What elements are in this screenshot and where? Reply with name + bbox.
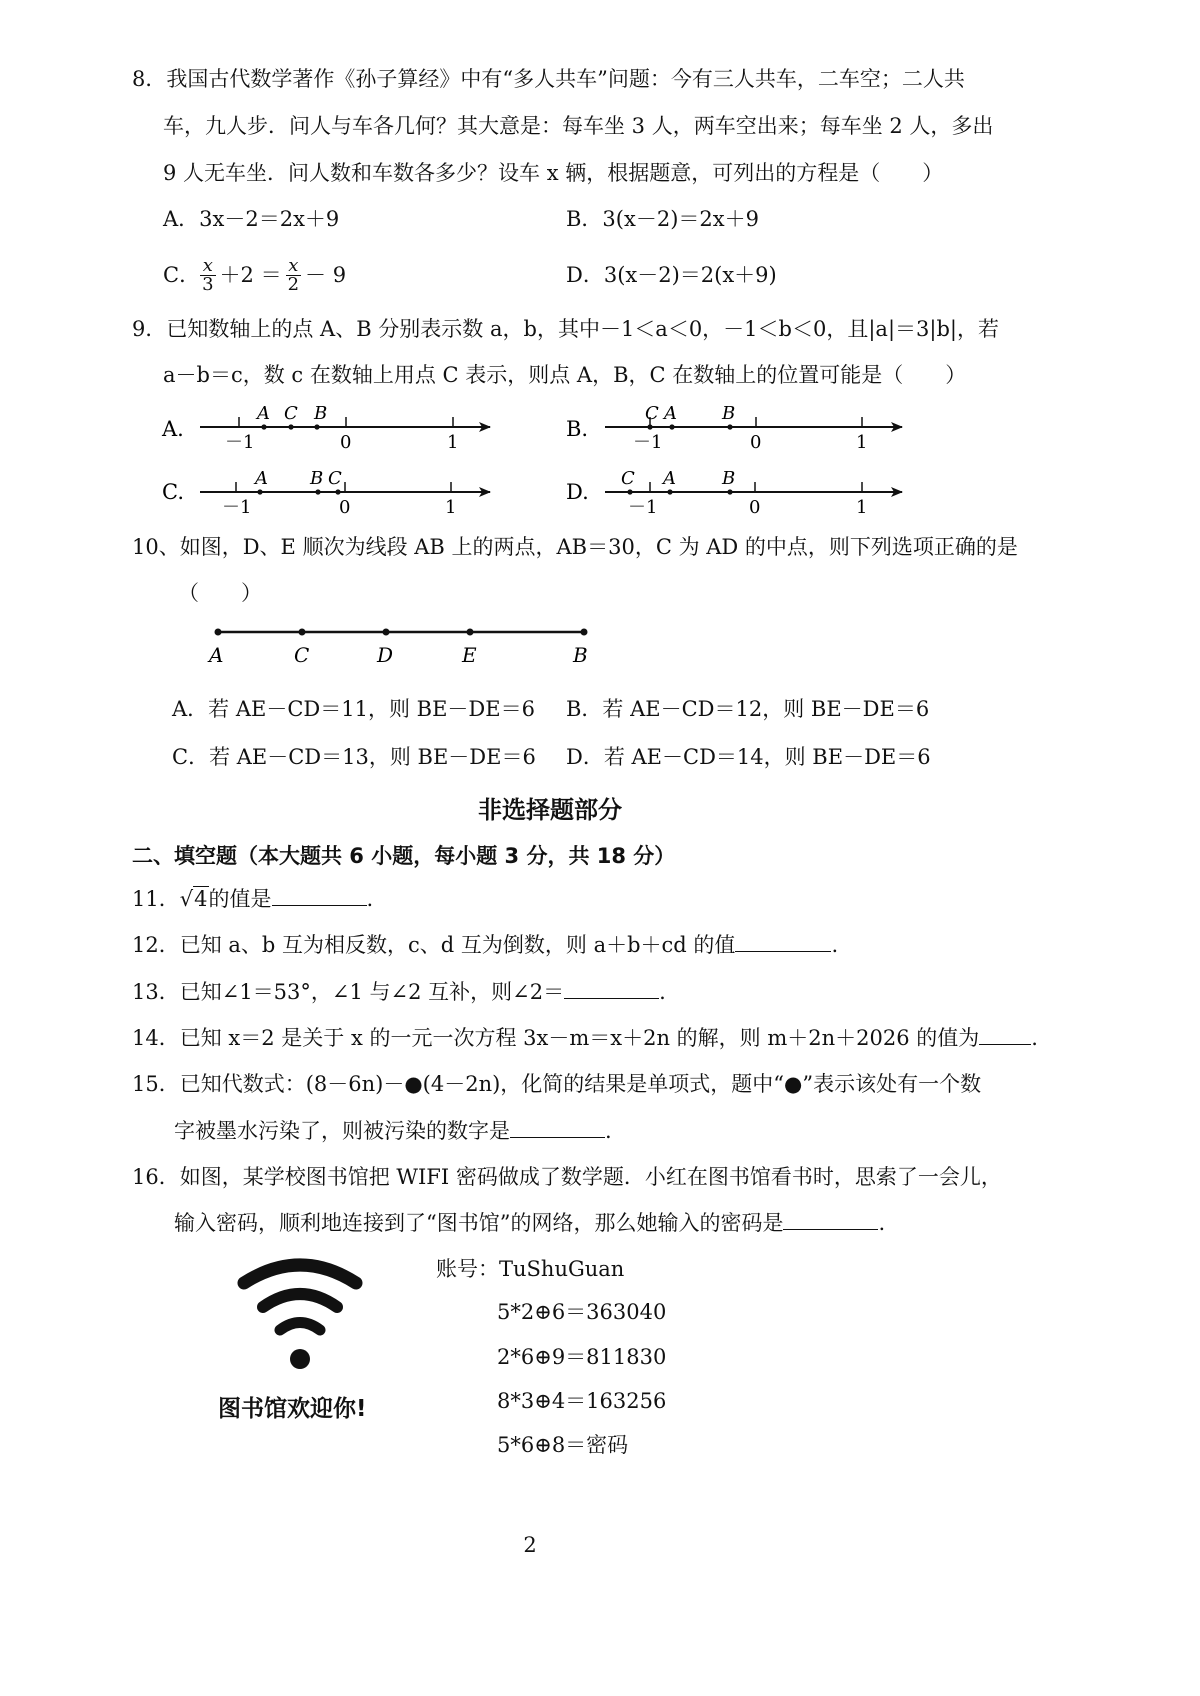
point-dot <box>215 629 222 636</box>
q8-option-a: A．3x－2＝2x＋9 <box>163 207 340 231</box>
answer-blank[interactable] <box>272 887 367 906</box>
q8-option-b: B．3(x－2)＝2x＋9 <box>566 207 759 231</box>
sqrt-radicand: 4 <box>194 887 208 911</box>
point-dot <box>647 424 652 429</box>
q15-line2 <box>174 1118 612 1144</box>
password-equation-1: 5*2⊕6＝363040 <box>497 1300 667 1324</box>
q8-line1: 8．我国古代数学著作《孙子算经》中有“多人共车”问题：今有三人共车，二车空；二人共 <box>132 67 965 91</box>
point-dot <box>667 489 672 494</box>
section2-heading: 二、填空题（本大题共 6 小题，每小题 3 分，共 18 分） <box>132 844 676 868</box>
point-dot <box>727 424 732 429</box>
point-label: E <box>462 643 477 667</box>
q11 <box>132 886 373 912</box>
q8-option-c-fraction2 <box>286 254 301 295</box>
point-label: C <box>645 403 659 424</box>
q9-line2: a－b＝c，数 c 在数轴上用点 C 表示，则点 A，B，C 在数轴上的位置可能是（ ） <box>163 363 967 387</box>
q13-end: . <box>659 980 666 1004</box>
wifi-dot <box>290 1349 310 1369</box>
point-label: B <box>314 403 328 424</box>
point-label: C <box>294 643 310 667</box>
q12 <box>132 932 838 958</box>
frac-numerator: x <box>286 257 301 276</box>
q10-line2: （ ） <box>178 581 262 605</box>
point-label: A <box>664 403 677 424</box>
point-label: B <box>722 468 736 489</box>
point-dot <box>335 489 340 494</box>
point-label: B <box>310 468 324 489</box>
q9-option-c-label: C. <box>162 480 184 504</box>
q9-option-a-label: A. <box>162 417 184 441</box>
point-dot <box>314 424 319 429</box>
point-dot <box>257 489 262 494</box>
frac-numerator: x <box>200 257 215 276</box>
wifi-arc-middle <box>263 1294 337 1307</box>
wifi-arc-inner <box>280 1323 320 1331</box>
q8-option-c <box>163 250 346 300</box>
point-dot <box>299 629 306 636</box>
q8-option-d: D．3(x－2)＝2(x＋9) <box>566 263 777 287</box>
password-equation-3: 8*3⊕4＝163256 <box>497 1389 667 1413</box>
q14-end: . <box>1031 1026 1038 1050</box>
q9-option-b <box>566 403 902 453</box>
password-equation-4: 5*6⊕8＝密码 <box>497 1433 629 1457</box>
answer-blank[interactable] <box>564 980 659 999</box>
q9-option-a <box>161 403 490 453</box>
point-dot <box>383 629 390 636</box>
wifi-icon <box>230 1255 370 1385</box>
point-label: A <box>209 643 224 667</box>
q9-option-d <box>566 468 902 518</box>
password-equation-2: 2*6⊕9＝811830 <box>497 1345 667 1369</box>
point-label: A <box>663 468 676 489</box>
q16-line2 <box>174 1210 885 1236</box>
tick-label: 1 <box>856 497 868 518</box>
sqrt-sign: √ <box>179 887 194 911</box>
q12-end: . <box>831 933 839 957</box>
q13-text: 13．已知∠1＝53°，∠1 与∠2 互补，则∠2＝ <box>132 980 565 1004</box>
answer-blank[interactable] <box>783 1211 878 1230</box>
q9-number-lines <box>150 395 950 525</box>
point-label: A <box>255 468 268 489</box>
q15-text: 字被墨水污染了，则被污染的数字是 <box>174 1119 510 1143</box>
answer-blank[interactable] <box>735 933 831 952</box>
wifi-account: 账号：TuShuGuan <box>436 1257 625 1281</box>
tick-label: 0 <box>750 432 762 453</box>
wifi-caption: 图书馆欢迎你! <box>218 1396 367 1422</box>
point-dot <box>581 629 588 636</box>
frac-denominator: 3 <box>202 273 214 295</box>
answer-blank[interactable] <box>979 1026 1031 1045</box>
q9-option-b-label: B. <box>566 417 589 441</box>
point-dot <box>669 424 674 429</box>
point-dot <box>627 489 632 494</box>
q8-line3: 9 人无车坐．问人数和车数各多少？设车 x 辆，根据题意，可列出的方程是（ ） <box>163 161 944 185</box>
tick-label: 1 <box>445 497 457 518</box>
point-label: A <box>257 403 270 424</box>
q9-option-d-label: D. <box>566 480 589 504</box>
tick-label: 1 <box>856 432 868 453</box>
q9-option-c <box>162 468 490 518</box>
q8-option-c-end: － 9 <box>305 263 347 287</box>
point-label: B <box>573 643 588 667</box>
q15-end: . <box>605 1119 612 1143</box>
point-dot <box>315 489 320 494</box>
q11-number: 11． <box>132 887 180 911</box>
q16-text: 输入密码，顺利地连接到了“图书馆”的网络，那么她输入的密码是 <box>174 1211 784 1235</box>
q8-line2: 车，九人步．问人与车各几何？其大意是：每车坐 3 人，两车空出来；每车坐 2 人，多出 <box>163 114 994 138</box>
page-number: 2 <box>523 1533 537 1557</box>
q10-option-a: A．若 AE－CD＝11，则 BE－DE＝6 <box>172 697 535 721</box>
tick-label: 0 <box>749 497 761 518</box>
q14 <box>132 1025 1038 1051</box>
point-label: C <box>621 468 635 489</box>
q10-option-c: C．若 AE－CD＝13，则 BE－DE＝6 <box>172 745 536 769</box>
q16-end: . <box>878 1211 886 1235</box>
q8-option-c-fraction1 <box>200 254 215 295</box>
wifi-arc-outer <box>244 1265 356 1283</box>
frac-denominator: 2 <box>287 273 300 295</box>
point-label: C <box>328 468 342 489</box>
section-title: 非选择题部分 <box>478 796 622 824</box>
point-label: B <box>722 403 736 424</box>
q14-text: 14．已知 x＝2 是关于 x 的一元一次方程 3x－m＝x＋2n 的解，则 m＋2n＋2026 的值为 <box>132 1026 980 1050</box>
q8-option-c-mid: ＋2 ＝ <box>219 263 282 287</box>
tick-label: 1 <box>447 432 459 453</box>
tick-label: －1 <box>628 497 658 518</box>
point-dot <box>261 424 266 429</box>
q12-text: 12．已知 a、b 互为相反数，c、d 互为倒数，则 a＋b＋cd 的值 <box>132 933 736 957</box>
point-dot <box>467 629 474 636</box>
q13 <box>132 979 666 1005</box>
tick-label: 0 <box>339 497 351 518</box>
q10-option-b: B．若 AE－CD＝12，则 BE－DE＝6 <box>566 697 930 721</box>
tick-label: －1 <box>225 432 255 453</box>
q16-line1: 16．如图，某学校图书馆把 WIFI 密码做成了数学题．小红在图书馆看书时，思索了一会儿， <box>132 1165 1002 1189</box>
q9-line1: 9．已知数轴上的点 A、B 分别表示数 a，b，其中－1＜a＜0，－1＜b＜0，且|a|＝3|b|，若 <box>132 317 999 341</box>
point-label: C <box>284 403 298 424</box>
q11-text: 的值是 <box>208 887 272 911</box>
q8-option-c-label: C． <box>163 263 201 287</box>
point-dot <box>288 424 293 429</box>
answer-blank[interactable] <box>510 1119 605 1138</box>
q11-end: . <box>366 887 374 911</box>
tick-label: －1 <box>633 432 663 453</box>
point-dot <box>727 489 732 494</box>
tick-label: －1 <box>222 497 252 518</box>
q10-line1: 10、如图，D、E 顺次为线段 AB 上的两点，AB＝30，C 为 AD 的中点，则下列选项正确的是 <box>132 535 1018 559</box>
point-label: D <box>377 643 394 667</box>
q10-segment-figure <box>200 615 610 675</box>
q10-option-d: D．若 AE－CD＝14，则 BE－DE＝6 <box>566 745 931 769</box>
tick-label: 0 <box>340 432 352 453</box>
q15-line1: 15．已知代数式：(8－6n)－●(4－2n)，化简的结果是单项式，题中“●”表示该处有一个数 <box>132 1072 982 1096</box>
